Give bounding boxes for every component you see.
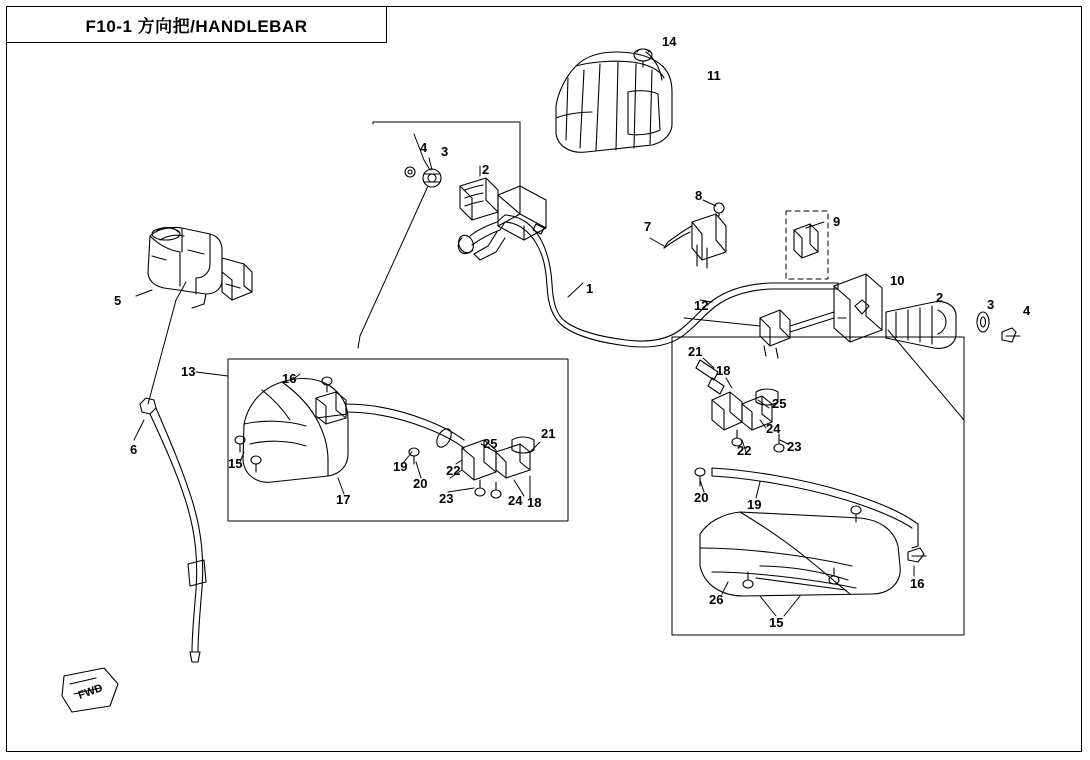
callout-11: 11 bbox=[707, 68, 721, 83]
callout-12: 12 bbox=[694, 298, 709, 313]
callout-21: 21 bbox=[541, 426, 556, 441]
callout-16: 16 bbox=[282, 371, 297, 386]
callout-7: 7 bbox=[644, 219, 652, 234]
callout-19: 19 bbox=[393, 459, 408, 474]
callout-18-right: 18 bbox=[716, 363, 731, 378]
callout-3: 3 bbox=[441, 144, 449, 159]
callout-4-right: 4 bbox=[1023, 303, 1031, 318]
callout-22-right: 22 bbox=[737, 443, 752, 458]
callout-3-right: 3 bbox=[987, 297, 995, 312]
callout-2-right: 2 bbox=[936, 290, 944, 305]
callout-8: 8 bbox=[695, 188, 703, 203]
callout-18: 18 bbox=[527, 495, 542, 510]
callout-2: 2 bbox=[482, 162, 490, 177]
callout-24: 24 bbox=[508, 493, 523, 508]
callout-20: 20 bbox=[413, 476, 428, 491]
callout-4: 4 bbox=[420, 140, 428, 155]
callout-5: 5 bbox=[114, 293, 122, 308]
callout-1: 1 bbox=[586, 281, 594, 296]
callout-24-right: 24 bbox=[766, 421, 781, 436]
callout-9: 9 bbox=[833, 214, 841, 229]
callout-17: 17 bbox=[336, 492, 351, 507]
page-title: F10-1 方向把/HANDLEBAR bbox=[85, 17, 308, 36]
callout-10: 10 bbox=[890, 273, 905, 288]
callout-19-right: 19 bbox=[747, 497, 762, 512]
callout-15-right: 15 bbox=[769, 615, 784, 630]
callout-23: 23 bbox=[439, 491, 454, 506]
callout-25: 25 bbox=[483, 436, 498, 451]
callout-13: 13 bbox=[181, 364, 196, 379]
callout-22: 22 bbox=[446, 463, 461, 478]
callout-14: 14 bbox=[662, 34, 677, 49]
callout-6: 6 bbox=[130, 442, 138, 457]
fwd-direction-label: FWD bbox=[76, 682, 105, 702]
callout-15: 15 bbox=[228, 456, 243, 471]
callout-21-right: 21 bbox=[688, 344, 703, 359]
callout-20-right: 20 bbox=[694, 490, 709, 505]
callout-25-right: 25 bbox=[772, 396, 787, 411]
callout-16-right: 16 bbox=[910, 576, 925, 591]
callout-23-right: 23 bbox=[787, 439, 802, 454]
callout-26: 26 bbox=[709, 592, 724, 607]
